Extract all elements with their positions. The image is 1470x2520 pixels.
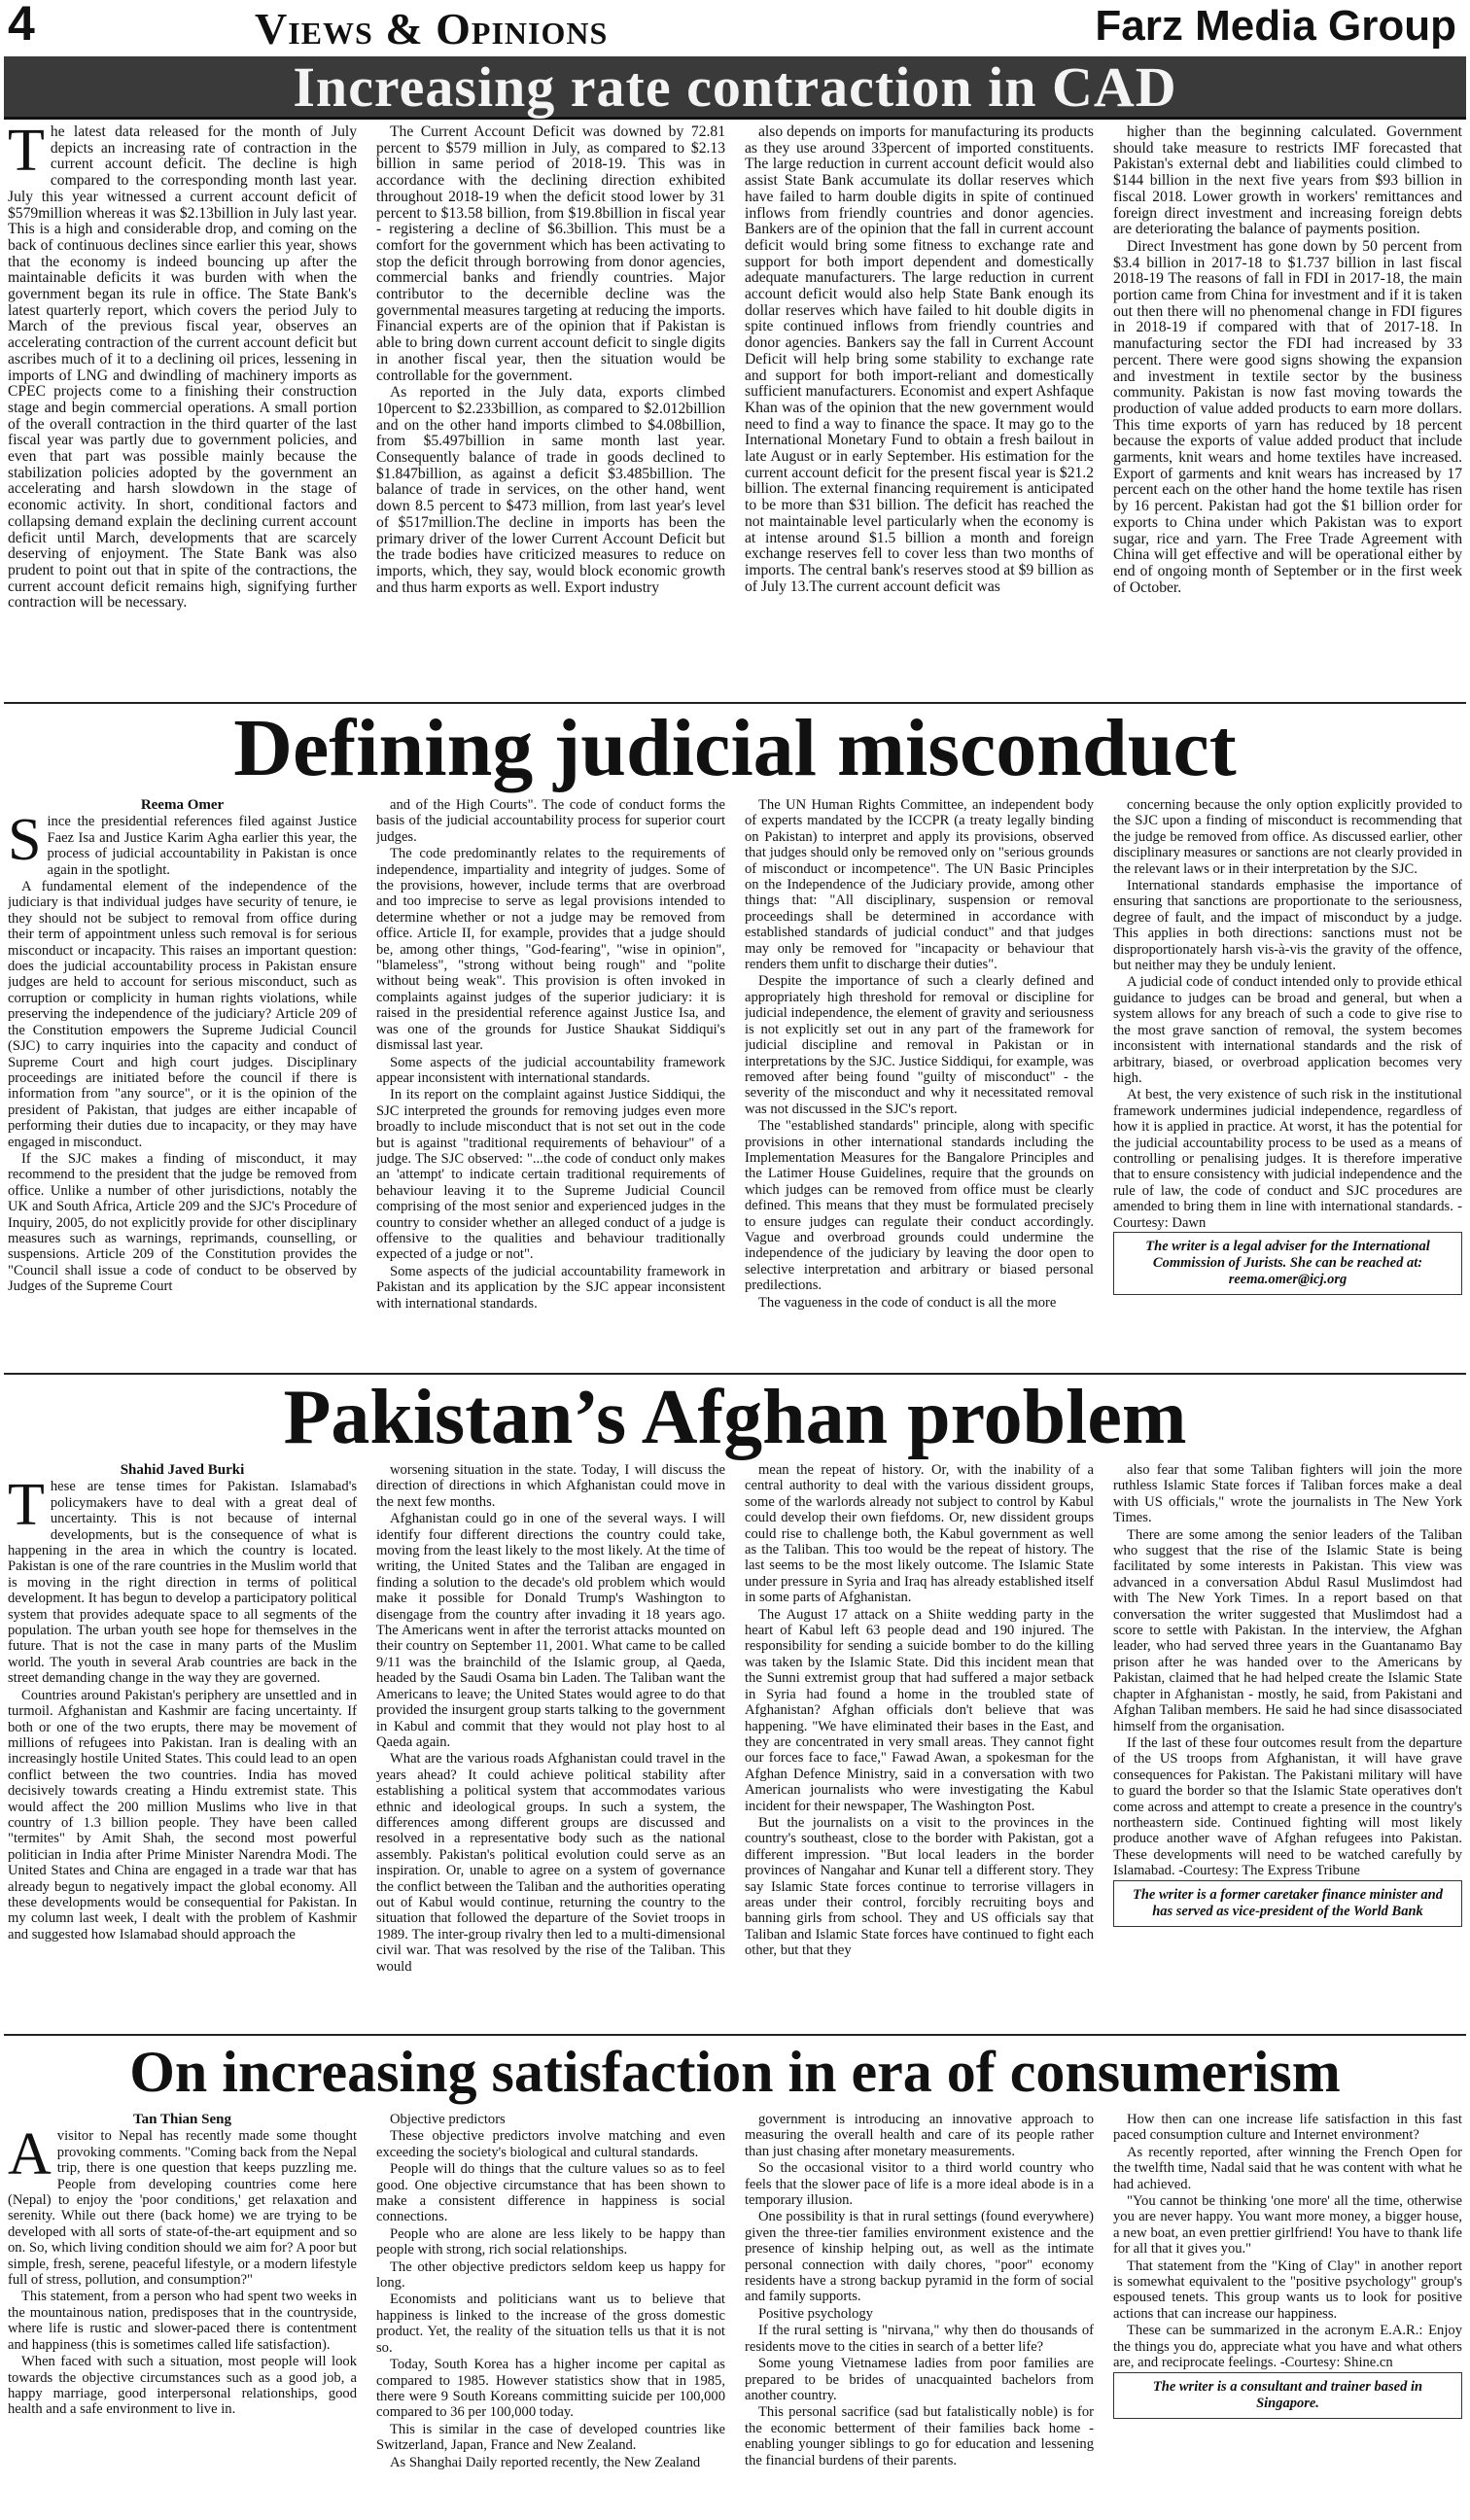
paragraph-text: The August 17 attack on a Shiite wedding party in the heart of Kabul left 63 people dead and 190 injured. The responsibility for sending a suicide bomber to do the killing was taken by the Islamic State. Did this incident mean that the Sunni extremist group that had suffered a major setback in Syria had found a home in the troubled state of Afghanistan? Afghan officials don't believe that was happening. "We have eliminated their bases in the East, and they are concentrated in very small areas. They cannot fight our forces face to face," Fawad Awan, a spokesman for the Afghan Defence Ministry, said in a conversation with two American journalists who were investigating the Kabul incident for their newspaper, The Washington Post. — [745, 1606, 1094, 1814]
paragraph-text: This personal sacrifice (sad but fatalistically noble) is for the economic betterment of their families back home - enabling younger siblings to go for education and lessening the financial burdens of their parents. — [745, 2404, 1094, 2468]
paragraph — [1113, 2145, 1462, 2192]
paragraph-text: Despite the importance of such a clearly defined and appropriately high threshold for removal or discipline for judicial independence, the element of gravity and seriousness is not explicitly set out in any part of the framework for judicial discipline and removal in Pakistan or in interpretations by the SJC. Justice Siddiqui, for example, was removed after being found "guilty of misconduct" - the severity of the misconduct and why it necessitated removal was not discussed in the SJC's report. — [745, 973, 1094, 1117]
paragraph-text: higher than the beginning calculated. Government should take measure to restricts IMF forecasted that Pakistan's external debt and liabilities could climbed to $144 billion in the next five years from $93 billion in fiscal 2018. Lower growth in workers' remittances and foreign direct investment and increasing foreign debts are deteriorating the balance of payments position. — [1113, 124, 1462, 238]
paragraph — [376, 2292, 725, 2356]
judicial-article-body — [8, 797, 1462, 1371]
paragraph — [376, 797, 725, 845]
paragraph — [745, 973, 1094, 1117]
section-title: Views & Opinions — [255, 4, 609, 53]
paragraph — [8, 1151, 357, 1295]
paragraph — [745, 797, 1094, 972]
paragraph-text: worsening situation in the state. Today, I will discuss the direction of directions in which Afghanistan could move in the next few months. — [376, 1462, 725, 1510]
paragraph — [745, 2160, 1094, 2208]
paragraph-text: The other objective predictors seldom keep us happy for long. — [376, 2258, 725, 2292]
paragraph — [1113, 797, 1462, 877]
afghan-column-2 — [376, 1462, 725, 2032]
afghan-column-4 — [1113, 1462, 1462, 2032]
afghan-headline: Pakistan’s Afghan problem — [283, 1375, 1187, 1460]
paragraph-text: he latest data released for the month of July depicts an increasing rate of contraction in the current account deficit. The decline is high compared to the corresponding month last year. July this year witnessed a current account deficit of $579million whereas it was $2.13billion in July last year. This is a high and considerable drop, and coming on the back of continuous declines since earlier this year, shows that the economy is indeed bouncing up after the maintainable deficits it was burden with when the government began its rule in office. The State Bank's latest quarterly report, which covers the period July to March of the previous fiscal year, observes an accelerating contraction of the current account deficit but ascribes much of it to a declining oil prices, lessening in imports of LNG and dwindling of machinery imports as CPEC projects come to a finishing their construction stage and begin commercial operations. A small portion of the overall contraction in the third quarter of the last fiscal year was partly due to government policies, and even that part was possible mainly because the stabilization policies adopted by the government an accelerating and harsh slowdown in the stage of economic activity. In short, conditional factors and collapsing demand explain the declining current account deficit until March, developments that are scarcely deserving of enjoyment. The State Bank was also prudent to point out that in spite of the contractions, the current account deficit remains high, signifying further contraction will be necessary. — [8, 124, 357, 612]
paragraph — [745, 124, 1094, 595]
paragraph — [1113, 1735, 1462, 1879]
section-divider — [4, 2034, 1466, 2036]
paragraph-text: But the journalists on a visit to the provinces in the country's southeast, close to the border with Pakistan, got a different impression. "But local leaders in the border provinces of Nangahar and Kunar tell a different story. They say Islamic State forces continue to terrorise villagers in areas under their control, forcibly recruiting boys and banning girls from school. They and US officials say that Taliban and Islamic State forces have continued to fight each other, but that they — [745, 1814, 1094, 1959]
author-note-box: The writer is a consultant and trainer based in Singapore. — [1113, 2372, 1462, 2419]
paragraph-text: These can be summarized in the acronym E.A.R.: Enjoy the things you do, appreciate what you have and what others are, and reciprocate feelings. -Courtesy: Shine.cn — [1113, 2323, 1462, 2371]
byline: Shahid Javed Burki — [120, 1462, 245, 1478]
paragraph — [745, 2404, 1094, 2468]
paragraph — [1113, 2258, 1462, 2323]
paragraph — [745, 1462, 1094, 1606]
paragraph-text: Positive psychology — [758, 2305, 873, 2322]
paragraph — [745, 1607, 1094, 1814]
judicial-column-4 — [1113, 797, 1462, 1371]
paragraph-text: A fundamental element of the independence of the judiciary is that individual judges have security of tenure, ie they should not be subject to removal from office during their term of appointment unless such removal is for serious misconduct or incapacity. This raises an important question: does the judicial accountability process in Pakistan ensure judges are held to account for serious misconduct, such as corruption or complicity in human rights violations, while preserving the independence of the judiciary? Article 209 of the Constitution empowers the Supreme Judicial Council (SJC) to carry inquiries into the capacity and conduct of Supreme Court and high court judges. Disciplinary proceedings are initiated before the council if there is information from "any source", or it is the opinion of the president of Pakistan, that judges are either incapable of performing their duties due to incapacity, or they may have engaged in misconduct. — [8, 879, 357, 1150]
paragraph-text: As Shanghai Daily reported recently, the New Zealand — [390, 2454, 701, 2470]
paragraph-text: and of the High Courts". The code of conduct forms the basis of the judicial accountability process for superior court judges. — [376, 797, 725, 845]
consumer-column-4 — [1113, 2112, 1462, 2514]
paragraph — [1113, 878, 1462, 973]
paragraph-text: How then can one increase life satisfaction in this fast paced consumption culture and Internet environment? — [1113, 2112, 1462, 2144]
paragraph — [376, 2112, 725, 2127]
paragraph-text: "You cannot be thinking 'one more' all the time, otherwise you are never happy. You want more money, a bigger house, a new boat, an even prettier girlfriend! You have to thank life for all that it gives you." — [1113, 2193, 1462, 2258]
paragraph-text: government is introducing an innovative approach to measuring the overall health and care of its people rather than just chasing after monetary measurements. — [745, 2112, 1094, 2159]
cad-article-body — [8, 124, 1462, 700]
paragraph — [745, 2112, 1094, 2159]
paragraph-text: Objective predictors — [390, 2112, 506, 2127]
paragraph-text: Some aspects of the judicial accountability framework appear inconsistent with international standards. — [376, 1054, 725, 1086]
paragraph-text: Today, South Korea has a higher income per capital as compared to 1985. However statistics show that in 1985, there were 9 South Koreans committing suicide per 100,000 compared to 36 per 100,000 today. — [376, 2357, 725, 2421]
paragraph — [8, 879, 357, 1150]
paragraph-text: When faced with such a situation, most people will look towards the objective circumstances such as a good job, a happy marriage, good interpersonal relationships, good health and a safe environment to live in. — [8, 2354, 357, 2418]
drop-cap: A — [8, 2121, 52, 2188]
paragraph — [745, 2209, 1094, 2304]
paragraph-text: One possibility is that in rural settings (found everywhere) given the three-tier families environment existence and the presence of kinship helping out, as well as the intimate personal connection with daily chores, "poor" economy residents have a strong backup pyramid in the form of social and family supports. — [745, 2209, 1094, 2305]
paragraph — [1113, 2112, 1462, 2144]
paragraph — [376, 2357, 725, 2421]
paragraph — [8, 124, 357, 612]
paragraph — [376, 385, 725, 596]
paragraph — [745, 1295, 1094, 1311]
paragraph — [1113, 1527, 1462, 1734]
paragraph-text: If the rural setting is "nirvana," why then do thousands of residents move to the cities in search of a better life? — [745, 2323, 1094, 2355]
drop-cap: T — [8, 1472, 45, 1539]
paragraph-text: This statement, from a person who had spent two weeks in the mountainous nation, predisposes that in the countryside, where life is rustic and slower-paced there is contentment and happiness (this is sometimes called life satisfaction). — [8, 2289, 357, 2353]
paragraph — [1113, 2193, 1462, 2258]
afghan-article-body — [8, 1462, 1462, 2032]
paragraph — [8, 2121, 357, 2289]
paragraph — [376, 2422, 725, 2454]
paragraph-text: This is similar in the case of developed countries like Switzerland, Japan, France and New Zealand. — [376, 2421, 725, 2454]
judicial-column-2 — [376, 797, 725, 1371]
paragraph — [376, 1511, 725, 1750]
paragraph-text: So the occasional visitor to a third world country who feels that the slower pace of life is a more ideal abode is in a temporary illusion. — [745, 2160, 1094, 2209]
judicial-column-3 — [745, 797, 1094, 1371]
paragraph — [745, 1815, 1094, 1959]
paragraph-text: The Current Account Deficit was downed by 72.81 percent to $579 million in July, as compared to $2.13 billion in same period of 2018-19. This was in accordance with the declining direction exhibited throughout 2018-19 when the deficit stood lower by 31 percent to $13.58 billion, from $19.8billion in fiscal year - registering a decline of $6.3billion. This must be a comfort for the government which has been activating to stop the deficit through borrowing from donor agencies, commercial banks and friendly countries. Major contributor to the decernible decline was the governmental measures targeting at reducing the imports. Financial experts are of the opinion that if Pakistan is able to bring down current account deficit to single digits in another fiscal year, then the situation would be controllable for the government. — [376, 124, 725, 384]
masthead — [0, 0, 1470, 51]
afghan-column-1 — [8, 1462, 357, 2032]
paragraph — [376, 2226, 725, 2258]
paragraph-text: also depends on imports for manufacturing its products as they use around 33percent of imported constituents. The large reduction in current account deficit would also assist State Bank accumulate its dollar reserves which have failed to harm double digits in spite of continued inflows from friendly countries and donor agencies. Bankers are of the opinion that the fall in current account deficit would bring some fitness to exchange rate and support for both import dependent and domestically adequate manufacturers. The large reduction in current account deficit would also help State Bank enough its dollar reserves which have failed to hit double digits in spite continued inflows from friendly countries and donor agencies. Bankers say the fall in Current Account Deficit will help bring some stability to exchange rate and support for both import-reliant and domestically sufficient manufacturers. Economist and expert Ashfaque Khan was of the opinion that the new government would need to find a way to finance the space. It may go to the International Monetary Fund to obtain a fresh bailout in late August or in early September. His estimation for the current account deficit for the present fiscal year is $21.2 billion. The external financing requirement is anticipated to be more than $31 billion. The deficit has reached the not maintainable level particularly when the economy is at intense around $1.5 billion a month and foreign exchange reserves fell to cover less than two months of imports. The central bank's reserves stood at $9 billion as of July 13.The current account deficit was — [745, 124, 1094, 595]
paragraph-text: As reported in the July data, exports climbed 10percent to $2.233billion, as compared to $2.012billion and on the other hand imports climbed to $4.08billion, from $5.497billion in same month last year. Consequently balance of trade in goods declined to $1.847billion, as against a deficit $3.485billion. The balance of trade in services, on the other hand, went down 8.5 percent to $473 million, from last year's level of $517million.The decline in imports has been the primary driver of the lower Current Account Deficit but the trade bodies have criticized measures to reduce on imports, which, they say, would block economic growth and thus harm exports as well. Export industry — [376, 384, 725, 596]
paragraph — [376, 124, 725, 384]
publisher-name: Farz Media Group — [1095, 2, 1456, 50]
paragraph-text: The code predominantly relates to the requirements of independence, impartiality and integrity of judges. Some of the provisions, however, include terms that are overbroad and too imprecise to serve as legal provisions intended to determine whether or not a judge may be removed from office. Article II, for example, provides that a judge should be, among other things, "God-fearing", "wise in opinion", "blameless", "strong without being rough" and "polite without being weak". This provision is often invoked in complaints against judges of the superior judiciary: it is raised in the presidential reference against Justice Isa, and was one of the grounds for Justice Shaukat Siddiqui's dismissal last year. — [376, 846, 725, 1054]
cad-column-3 — [745, 124, 1094, 700]
consumer-column-2 — [376, 2112, 725, 2514]
paragraph-text: In its report on the complaint against Justice Siddiqui, the SJC interpreted the grounds for removing judges even more broadly to include misconduct that is not set out in the code but is against "traditional requirements of behaviour" of a judge. The SJC observed: "...the code of conduct only makes an 'attempt' to indicate certain traditional requirements of behaviour leaving it to the Supreme Judicial Council comprising of the most senior and experienced judges in the country to consider whether an alleged conduct of a judge is offensive to the qualities and behaviour traditionally expected of a judge or not". — [376, 1087, 725, 1263]
paragraph-text: If the SJC makes a finding of misconduct, it may recommend to the president that the judge be removed from office. Unlike a number of other jurisdictions, notably the UK and South Africa, Article 209 and the SJC's Procedure of Inquiry, 2005, do not explicitly provide for other disciplinary measures such as warnings, reprimands, counselling, or suspensions. Article 209 of the Constitution provides the "Council shall issue a code of conduct to be observed by Judges of the Supreme Court — [8, 1150, 357, 1295]
cad-column-2 — [376, 124, 725, 700]
paragraph — [8, 1472, 357, 1687]
paragraph-text: hese are tense times for Pakistan. Islamabad's policymakers have to deal with a great deal of uncertainty. This is not because of internal developments, but is the consequence of what is happening in the area in which the country is located. Pakistan is one of the rare countries in the Muslim world that is moving in the right direction in terms of political development. It has begun to develop a participatory political system that provides adequate space to all segments of the population. The urban youth see hope for themselves in the future. That is not the case in many parts of the Muslim world. The youth in several Arab countries are back in the street demanding change in the way they are governed. — [8, 1479, 357, 1687]
paragraph — [376, 1264, 725, 1312]
paragraph-text: There are some among the senior leaders of the Taliban who suggest that the rise of the Islamic State is being facilitated by some interests in Pakistan. This view was advanced in a conversation Abdul Rasul Muslimdost had with The New York Times. In a report based on that conversation the writer suggested that Muslimdost had a score to settle with Pakistan. In the interview, the Afghan leader, who had served three years in the Guantanamo Bay prison after he was handed over to the Americans by Pakistan, claimed that he had helped create the Islamic State chapter in Afghanistan - mostly, he said, from Pakistani and Afghan Taliban members. He said he had since disassociated himself from the organisation. — [1113, 1526, 1462, 1734]
paragraph — [8, 2289, 357, 2353]
drop-cap: S — [8, 807, 42, 874]
paragraph-text: International standards emphasise the importance of ensuring that sanctions are proportionate to the seriousness, degree of fault, and the impact of misconduct by a judge. This applies in both directions: sanctions must not be disproportionately harsh vis-à-vis the gravity of the offence, but neither may they be unduly lenient. — [1113, 878, 1462, 974]
paragraph — [376, 1055, 725, 1087]
paragraph — [8, 807, 357, 878]
paragraph-text: If the last of these four outcomes result from the departure of the US troops from Afghanistan, it will have grave consequences for Pakistan. The Pakistani military will have to guard the border so that the Islamic State operatives don't come across and attempt to create a presence in the country's northeastern side. Continued fighting will most likely produce another wave of Afghan refugees into Pakistan. These developments will need to be watched carefully by Islamabad. -Courtesy: The Express Tribune — [1113, 1734, 1462, 1879]
paragraph — [745, 1118, 1094, 1293]
author-note-box: The writer is a former caretaker finance minister and has served as vice-president of the World Bank — [1113, 1880, 1462, 1927]
paragraph-text: Economists and politicians want us to believe that happiness is linked to the increase of the gross domestic product. Yet, the reality of the situation tells us that it is not so. — [376, 2292, 725, 2356]
paragraph-text: concerning because the only option explicitly provided to the SJC upon a finding of misconduct is recommending that the judge be removed from office. As discussed earlier, other disciplinary measures or sanctions are not clearly provided in the relevant laws or in their interpretation by the SJC. — [1113, 797, 1462, 877]
byline: Reema Omer — [140, 797, 225, 813]
paragraph-text: A judicial code of conduct intended only to provide ethical guidance to judges can be broad and general, but when a system allows for any breach of such a code to give rise to the most grave sanction of removal, the system becomes inconsistent with international standards and the risk of arbitrary, biased, or overbroad application becomes very high. — [1113, 974, 1462, 1086]
paragraph-text: As recently reported, after winning the French Open for the twelfth time, Nadal said that he was content with what he had achieved. — [1113, 2144, 1462, 2192]
paragraph-text: also fear that some Taliban fighters will join the more ruthless Islamic State forces if Taliban forces make a deal with US officials," wrote the journalists in The New York Times. — [1113, 1462, 1462, 1526]
paragraph-text: visitor to Nepal has recently made some thought provoking comments. "Coming back from the Nepal trip, there is one question that keeps puzzling me. People from developing countries come here (Nepal) to enjoy the 'poor conditions,' get relaxation and serenity. While out there (back home) we are trying to be developed with all sorts of state-of-the-art equipment and so on. So, which living condition should we aim for? A poor but simple, fresh, serene, peaceful lifestyle, or a modern lifestyle full of stress, pollution, and consumption?" — [8, 2128, 357, 2289]
paragraph — [1113, 239, 1462, 596]
cad-column-1 — [8, 124, 357, 700]
cad-headline-banner — [4, 56, 1466, 120]
paragraph — [745, 2323, 1094, 2355]
paragraph — [745, 2306, 1094, 2322]
paragraph-text: mean the repeat of history. Or, with the inability of a central authority to deal with the various dissident groups, some of the warlords already not subject to control by Kabul could develop their own fiefdoms. Or, new dissident groups could rise to challenge both, the Kabul government as well as the Taliban. This too would be the repeat of history. The last seems to be the most likely outcome. The Islamic State under pressure in Syria and Iraq has already established itself in some parts of Afghanistan. — [745, 1462, 1094, 1606]
paragraph — [1113, 124, 1462, 238]
author-note-box: The writer is a legal adviser for the International Commission of Jurists. She can be reached at: reema.omer@icj.org — [1113, 1232, 1462, 1295]
drop-cap: T — [8, 124, 45, 184]
consumer-article-body — [8, 2112, 1462, 2514]
afghan-column-3 — [745, 1462, 1094, 2032]
paragraph-text: The vagueness in the code of conduct is all the more — [758, 1294, 1057, 1311]
paragraph — [376, 2455, 725, 2470]
judicial-column-1 — [8, 797, 357, 1371]
paragraph-text: People who are alone are less likely to be happy than people with strong, rich social relationships. — [376, 2225, 725, 2258]
paragraph — [8, 1688, 357, 1943]
paragraph-text: The UN Human Rights Committee, an independent body of experts mandated by the ICCPR (a treaty legally binding on Pakistan) to interpret and apply its provisions, observed that judges should only be removed only on "serious grounds of misconduct or incompetence". The UN Basic Principles on the Independence of the Judiciary provide, among other things that: "All disciplinary, suspension or removal proceedings shall be determined in accordance with established standards of judicial conduct" and that judges may only be removed for "incapacity or behaviour that renders them unfit to discharge their duties". — [745, 797, 1094, 973]
paragraph — [1113, 1462, 1462, 1526]
consumer-column-3 — [745, 2112, 1094, 2514]
paragraph-text: What are the various roads Afghanistan could travel in the years ahead? It could achieve political stability after establishing a political system that accommodates various ethnic and ideological groups. In such a system, the differences among different groups are discussed and resolved in a representative body such as the national assembly. Pakistan's political evolution could serve as an inspiration. Or, unable to agree on a system of governance the conflict between the Taliban and the authorities operating out of Kabul would continue, returning the country to the situation that followed the departure of the Soviet troops in 1989. The inter-group rivalry then led to a multi-dimensional civil war. That was resolved by the rise of the Taliban. This would — [376, 1751, 725, 1975]
page-number: 4 — [8, 0, 35, 51]
paragraph — [376, 846, 725, 1053]
paragraph — [1113, 974, 1462, 1086]
paragraph-text: Some aspects of the judicial accountability framework in Pakistan and its application by the SJC appear inconsistent with international standards. — [376, 1263, 725, 1312]
cad-column-4 — [1113, 124, 1462, 700]
paragraph — [376, 2128, 725, 2160]
paragraph-text: These objective predictors involve matching and even exceeding the society's biological and cultural standards. — [376, 2128, 725, 2160]
paragraph — [376, 1087, 725, 1262]
consumer-column-1 — [8, 2112, 357, 2514]
paragraph — [1113, 1087, 1462, 1231]
paragraph — [745, 2356, 1094, 2403]
paragraph — [376, 2161, 725, 2225]
paragraph — [376, 1462, 725, 1510]
cad-headline: Increasing rate contraction in CAD — [293, 55, 1177, 119]
paragraph-text: Some young Vietnamese ladies from poor families are prepared to be brides of unacquainted bachelors from another country. — [745, 2356, 1094, 2403]
paragraph — [376, 1751, 725, 1975]
paragraph — [376, 2259, 725, 2292]
paragraph-text: At best, the very existence of such risk in the institutional framework undermines judicial independence, regardless of how it is applied in practice. At worst, it has the potential for the judicial accountability process to be used as a means of controlling or penalising judges. It is therefore imperative that to ensure consistency with judicial independence and the rule of law, the code of conduct and SJC procedures are amended to bring them in line with international standards. -Courtesy: Dawn — [1113, 1087, 1462, 1231]
paragraph-text: That statement from the "King of Clay" in another report is somewhat equivalent to the "positive psychology" group's espoused tenets. This group wants us to look for positive actions that can increase our happiness. — [1113, 2258, 1462, 2322]
paragraph-text: Afghanistan could go in one of the several ways. I will identify four different directions the country could take, moving from the least likely to the most likely. At the time of writing, the United States and the Taliban are engaged in finding a solution to the decade's old problem which would make it possible for Donald Trump's Washington to disengage from the country after invading it 18 years ago. The Americans went in after the terrorist attacks mounted on their country on September 11, 2001. What came to be called 9/11 was the brainchild of the Islamic group, al Qaeda, headed by the Saudi Osama bin Laden. The Taliban want the Americans to leave; the United States would agree to do that provided the insurgent group starts talking to the government in Kabul and commit that they would not play host to al Qaeda again. — [376, 1511, 725, 1750]
judicial-headline: Defining judicial misconduct — [233, 703, 1237, 793]
paragraph-text: People will do things that the culture values so as to feel good. One objective circumstance that has been shown to make a consistent difference in happiness is social connections. — [376, 2161, 725, 2225]
paragraph-text: ince the presidential references filed against Justice Faez Isa and Justice Karim Agha earlier this year, the process of judicial accountability in Pakistan is once again in the spotlight. — [47, 814, 357, 878]
paragraph-text: Direct Investment has gone down by 50 percent from $3.4 billion in 2017-18 to $1.737 billion in last fiscal 2018-19 The reasons of fall in FDI in 2017-18, the main portion came from China for investment and if it is taken out then there will no phenomenal change in FDI figures in 2018-19 if compared with that of 2017-18. In manufacturing sector the FDI had increased by 33 percent. There were good signs showing the expansion and investment in textile sector by the business community. Pakistan is now fast moving towards the production of value added products to earn more dollars. This time exports of yarn has reduced by 18 percent because the exports of value added product that include garments, knit wears and home textiles have increased. Export of garments and knit wears has increased by 17 percent each on the other hand the home textile has risen by 16 percent. Pakistan had got the $1 billion order for exports to China under which Pakistan was to export sugar, rice and yarn. The Free Trade Agreement with China will get effective and will be operational either by end of ongoing month of September or in the first week of October. — [1113, 237, 1462, 596]
paragraph — [1113, 2323, 1462, 2370]
paragraph — [8, 2354, 357, 2418]
paragraph-text: Countries around Pakistan's periphery are unsettled and in turmoil. Afghanistan and Kashmir are facing uncertainty. If both or one of the two erupts, there may be movement of millions of refugees into Pakistan. Iran is dealing with an increasingly hostile United States. This could lead to an open conflict between the two countries. India has moved decisively towards creating a Hindu extremist state. This would affect the 200 million Muslims who live in that country of 1.3 billion people. They have been called "termites" by Amit Shah, the second most powerful politician in India after Prime Minister Narendra Modi. The United States and China are engaged in a trade war that has already begun to negatively impact the global economy. All these developments would be consequential for Pakistan. In my column last week, I dealt with the problem of Kashmir and suggested how Islamabad should approach the — [8, 1687, 357, 1942]
byline: Tan Thian Seng — [133, 2112, 231, 2127]
paragraph-text: The "established standards" principle, along with specific provisions in other international standards including the Implementation Measures for the Bangalore Principles and the Latimer House Guidelines, require that the grounds on which judges can be removed from office must be clearly defined. This means that they must be formulated precisely to ensure judges can regulate their conduct accordingly. Vague and overbroad grounds could undermine the independence of the judiciary by leaving the door open to selective interpretation and arbitrary or biased personal predilections. — [745, 1118, 1094, 1294]
consumer-headline: On increasing satisfaction in era of consumerism — [129, 2040, 1341, 2104]
